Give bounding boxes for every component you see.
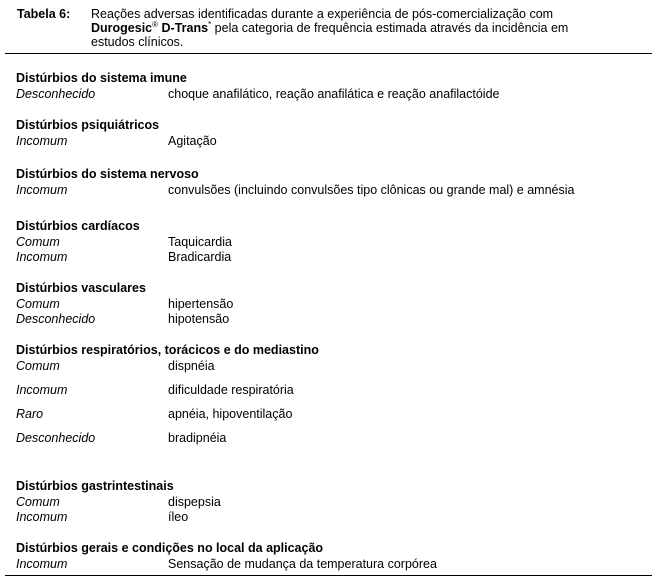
frequency-label: Incomum [16,557,68,571]
caption-line-3: estudos clínicos. [91,35,184,49]
reaction-text: dispepsia [168,495,221,509]
frequency-label: Comum [16,359,60,373]
brand-tail: D-Trans [158,21,209,35]
section-title: Distúrbios gerais e condições no local da aplicação [16,541,324,555]
table-row [16,431,656,447]
table-row [16,134,656,150]
table-row [16,87,656,103]
reaction-text: Agitação [168,134,217,148]
caption-line-2 [91,21,647,35]
section-title: Distúrbios cardíacos [16,219,140,233]
table-row [16,495,656,511]
reaction-text: apnéia, hipoventilação [168,407,293,421]
frequency-label: Incomum [16,183,68,197]
frequency-label: Incomum [16,134,68,148]
asterisk-mark: * [208,19,212,29]
reaction-text: bradipnéia [168,431,227,445]
section-title: Distúrbios psiquiátricos [16,118,160,132]
caption-line-2-rest: pela categoria de frequência estimada através da incidência em [211,21,569,35]
caption-line-1: Reações adversas identificadas durante a experiência de pós-comercialização com [91,7,554,21]
table-row [16,383,656,399]
registered-mark: ® [152,19,159,29]
reaction-text: íleo [168,510,189,524]
frequency-label: Desconhecido [16,87,96,101]
frequency-label: Incomum [16,250,68,264]
table-row [16,359,656,375]
frequency-label: Comum [16,495,60,509]
reaction-text: hipertensão [168,297,234,311]
table-row [16,297,656,313]
frequency-label: Incomum [16,510,68,524]
reaction-text: hipotensão [168,312,230,326]
section-title: Distúrbios vasculares [16,281,146,295]
frequency-label: Raro [16,407,44,421]
frequency-label: Comum [16,297,60,311]
section-title: Distúrbios do sistema imune [16,71,187,85]
reaction-text: Sensação de mudança da temperatura corpórea [168,557,437,571]
bottom-rule [5,575,652,576]
section-title: Distúrbios respiratórios, torácicos e do mediastino [16,343,319,357]
table-row [16,510,656,526]
reaction-text: convulsões (incluindo convulsões tipo clônicas ou grande mal) e amnésia [168,183,575,197]
section-title: Distúrbios gastrintestinais [16,479,174,493]
table-row [16,250,656,266]
reaction-text: Bradicardia [168,250,232,264]
frequency-label: Desconhecido [16,431,96,445]
table-label: Tabela 6: [17,7,71,21]
caption-text [91,7,647,49]
reaction-text: Taquicardia [168,235,232,249]
reaction-text: dificuldade respiratória [168,383,294,397]
table-row [16,235,656,251]
section-title: Distúrbios do sistema nervoso [16,167,199,181]
table-row [16,312,656,328]
reaction-text: dispnéia [168,359,215,373]
reaction-text: choque anafilático, reação anafilática e reação anafilactóide [168,87,500,101]
brand-name: Durogesic [91,21,153,35]
table-row [16,183,656,199]
table-row [16,557,656,573]
table-row [16,407,656,423]
frequency-label: Comum [16,235,60,249]
frequency-label: Desconhecido [16,312,96,326]
top-rule [5,53,652,54]
frequency-label: Incomum [16,383,68,397]
